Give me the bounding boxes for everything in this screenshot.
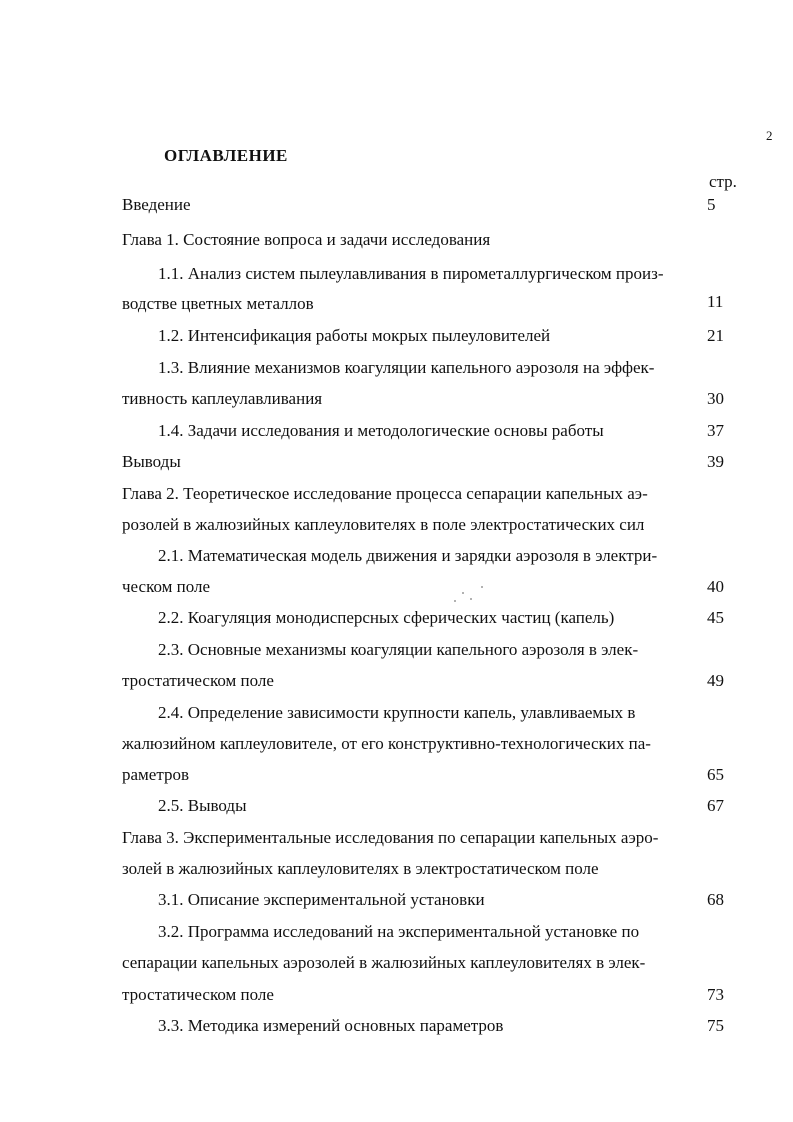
toc-page-3-2: 73 [707, 985, 724, 1004]
toc-chapter-3: Глава 3. Экспериментальные исследования по сепарации капельных аэро- [122, 828, 659, 847]
toc-entry-1-3-cont: тивность каплеулавливания [122, 389, 323, 408]
toc-entry-1-3: 1.3. Влияние механизмов коагуляции капельного аэрозоля на эффек- [158, 358, 655, 377]
toc-entry-3-1: 3.1. Описание экспериментальной установки [158, 890, 485, 909]
toc-entry-1-1-cont: водстве цветных металлов [122, 294, 314, 313]
toc-entry-2-3: 2.3. Основные механизмы коагуляции капельного аэрозоля в элек- [158, 640, 639, 659]
toc-page-3-3: 75 [707, 1016, 724, 1035]
toc-chapter-1: Глава 1. Состояние вопроса и задачи исследования [122, 230, 491, 249]
toc-chapter-2: Глава 2. Теоретическое исследование процесса сепарации капельных аэ- [122, 484, 648, 503]
toc-entry-2-5: 2.5. Выводы [158, 796, 247, 815]
toc-entry-1-2: 1.2. Интенсификация работы мокрых пылеуловителей [158, 326, 551, 345]
toc-page-intro: 5 [707, 195, 716, 214]
toc-entry-2-3-cont: тростатическом поле [122, 671, 274, 690]
toc-page-2-5: 67 [707, 796, 724, 815]
toc-entry-1-4: 1.4. Задачи исследования и методологические основы работы [158, 421, 604, 440]
toc-entry-intro: Введение [122, 195, 191, 214]
toc-page-3-1: 68 [707, 890, 724, 909]
toc-entry-3-2: 3.2. Программа исследований на экспериментальной установке по [158, 922, 640, 941]
toc-entry-2-4: 2.4. Определение зависимости крупности капель, улавливаемых в [158, 703, 636, 722]
toc-entry-2-1: 2.1. Математическая модель движения и зарядки аэрозоля в электри- [158, 546, 658, 565]
toc-page-2-2: 45 [707, 608, 724, 627]
toc-entry-2-1-cont: ческом поле [122, 577, 211, 596]
toc-entry-3-2-cont: сепарации капельных аэрозолей в жалюзийных каплеуловителях в элек- [122, 953, 646, 972]
toc-page-1-1: 11 [707, 292, 724, 311]
toc-chapter-2-cont: розолей в жалюзийных каплеуловителях в поле электростатических сил [122, 515, 645, 534]
toc-page-1-4: 37 [707, 421, 724, 440]
toc-entry-1-1: 1.1. Анализ систем пылеулавливания в пирометаллургическом произ- [158, 264, 664, 283]
toc-entry-2-2: 2.2. Коагуляция монодисперсных сферических частиц (капель) [158, 608, 615, 627]
scan-speck [470, 598, 472, 600]
page-number: 2 [766, 128, 773, 143]
toc-chapter-3-cont: золей в жалюзийных каплеуловителях в электростатическом поле [122, 859, 599, 878]
toc-page-conclusions-1: 39 [707, 452, 724, 471]
toc-page-2-3: 49 [707, 671, 724, 690]
toc-entry-2-4-cont: жалюзийном каплеуловителе, от его конструктивно-технологических па- [122, 734, 651, 753]
scan-speck [462, 592, 464, 594]
toc-page-1-3: 30 [707, 389, 724, 408]
toc-entry-3-3: 3.3. Методика измерений основных параметров [158, 1016, 504, 1035]
toc-page-1-2: 21 [707, 326, 724, 345]
scan-speck [454, 600, 456, 602]
toc-entry-conclusions-1: Выводы [122, 452, 181, 471]
page-column-label: стр. [709, 172, 737, 191]
toc-entry-2-4-cont2: раметров [122, 765, 190, 784]
toc-page-2-1: 40 [707, 577, 724, 596]
toc-entry-3-2-cont2: тростатическом поле [122, 985, 274, 1004]
toc-title: ОГЛАВЛЕНИЕ [164, 146, 288, 165]
toc-page-2-4: 65 [707, 765, 724, 784]
scan-speck [481, 586, 483, 588]
